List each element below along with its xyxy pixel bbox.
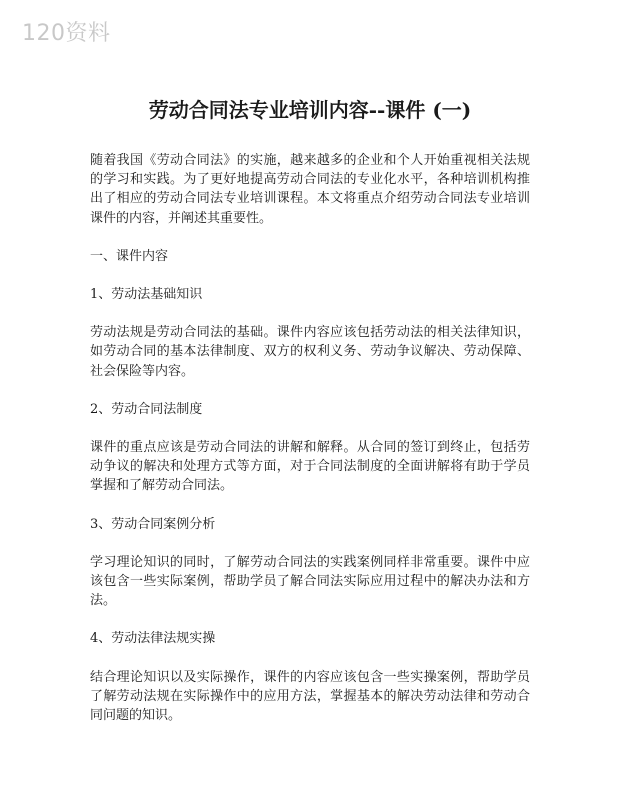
section-heading: 一、课件内容	[90, 248, 169, 264]
item-body-4: 结合理论知识以及实际操作，课件的内容应该包含一些实操案例，帮助学员了解劳动法规在实际操作中的应用方法，掌握基本的解决劳动法律和劳动合同问题的知识。	[90, 669, 530, 724]
item-body-3: 学习理论知识的同时，了解劳动合同法的实践案例同样非常重要。课件中应该包含一些实际案例，帮助学员了解合同法实际应用过程中的解决办法和方法。	[90, 554, 530, 609]
item-body-2: 课件的重点应该是劳动合同法的讲解和解释。从合同的签订到终止，包括劳动争议的解决和处理方式等方面，对于合同法制度的全面讲解将有助于学员掌握和了解劳动合同法。	[90, 440, 530, 494]
watermark-logo: 120资料	[22, 21, 111, 46]
item-heading-4: 4、劳动法律法规实操	[90, 631, 216, 647]
document-title: 劳动合同法专业培训内容--课件 (一)	[148, 98, 472, 122]
item-heading-3: 3、劳动合同案例分析	[90, 516, 216, 532]
item-body-1: 劳动法规是劳动合同法的基础。课件内容应该包括劳动法的相关法律知识，如劳动合同的基本法律制度、双方的权利义务、劳动争议解决、劳动保障、社会保险等内容。	[90, 325, 530, 379]
item-heading-1: 1、劳动法基础知识	[90, 287, 203, 303]
document-body	[90, 96, 530, 744]
intro-paragraph: 随着我国《劳动合同法》的实施，越来越多的企业和个人开始重视相关法规的学习和实践。为了更好地提高劳动合同法的专业化水平，各种培训机构推出了相应的劳动合同法专业培训课程。本文将重点介绍劳动合同法专业培训课件的内容，并阐述其重要性。	[90, 153, 530, 226]
item-heading-2: 2、劳动合同法制度	[90, 401, 203, 417]
